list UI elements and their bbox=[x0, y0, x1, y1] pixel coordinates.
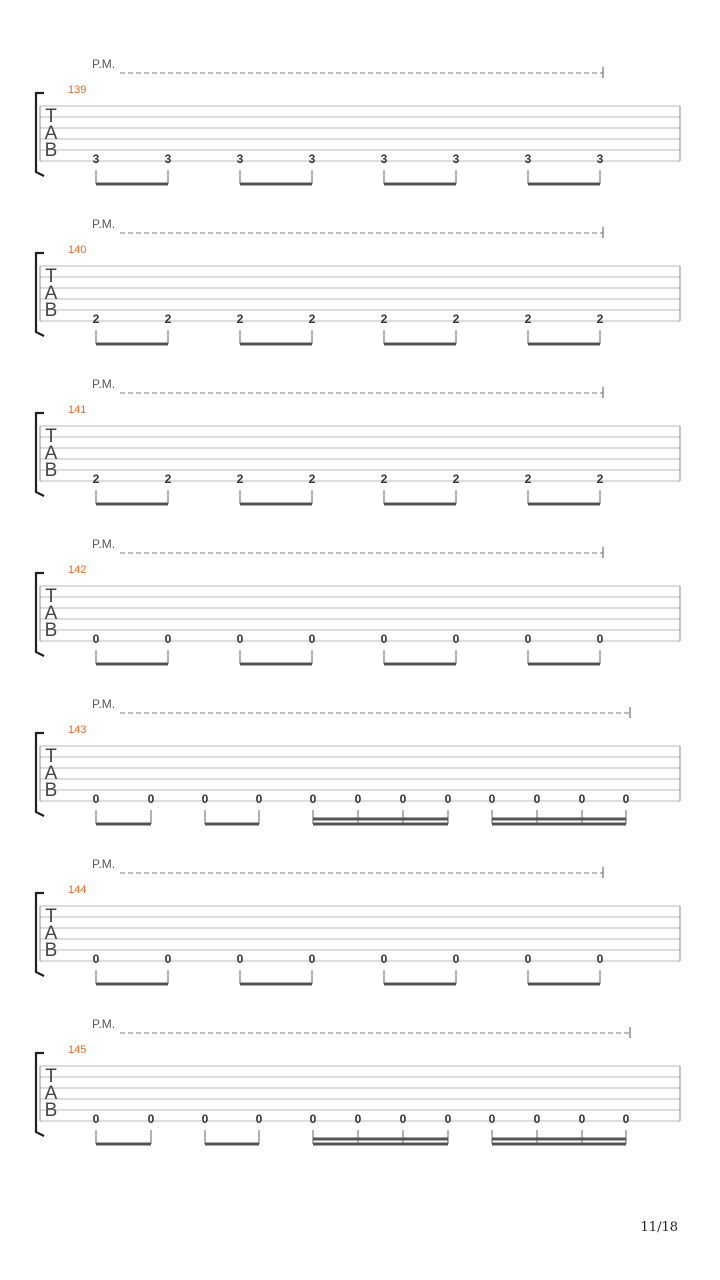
fret-number: 0 bbox=[92, 632, 100, 646]
tab-system-144 bbox=[36, 857, 680, 986]
note-beam bbox=[96, 1143, 151, 1146]
tab-system-139 bbox=[36, 57, 680, 186]
tab-clef-letter: B bbox=[44, 620, 58, 641]
note-beam bbox=[313, 1138, 448, 1141]
tab-clef-letter: B bbox=[44, 940, 58, 961]
fret-number: 0 bbox=[308, 632, 316, 646]
note-beam bbox=[240, 503, 312, 506]
note-beam bbox=[96, 663, 168, 666]
fret-number: 2 bbox=[524, 472, 532, 486]
tab-clef-letter: T bbox=[45, 106, 57, 127]
note-beam bbox=[528, 663, 600, 666]
note-beam bbox=[313, 823, 448, 826]
fret-number: 0 bbox=[309, 1112, 317, 1126]
fret-number: 0 bbox=[622, 1112, 630, 1126]
note-beam bbox=[492, 823, 626, 826]
tab-clef-letter: A bbox=[44, 923, 58, 944]
fret-number: 0 bbox=[164, 952, 172, 966]
fret-number: 0 bbox=[452, 632, 460, 646]
fret-number: 0 bbox=[92, 1112, 100, 1126]
fret-number: 0 bbox=[201, 792, 209, 806]
note-beam bbox=[492, 818, 626, 821]
fret-number: 3 bbox=[380, 152, 388, 166]
note-beam bbox=[384, 183, 456, 186]
note-beam bbox=[492, 1138, 626, 1141]
fret-number: 2 bbox=[524, 312, 532, 326]
fret-number: 0 bbox=[255, 1112, 263, 1126]
fret-number: 0 bbox=[236, 632, 244, 646]
tab-clef-letter: T bbox=[45, 1066, 57, 1087]
fret-number: 0 bbox=[444, 1112, 452, 1126]
fret-number: 0 bbox=[622, 792, 630, 806]
fret-number: 2 bbox=[308, 312, 316, 326]
fret-number: 0 bbox=[147, 1112, 155, 1126]
note-beam bbox=[205, 823, 259, 826]
note-beam bbox=[384, 663, 456, 666]
fret-number: 0 bbox=[354, 792, 362, 806]
fret-number: 3 bbox=[164, 152, 172, 166]
fret-number: 3 bbox=[92, 152, 100, 166]
fret-number: 0 bbox=[399, 792, 407, 806]
page-number: 11/18 bbox=[640, 1220, 678, 1235]
note-beam bbox=[96, 983, 168, 986]
tab-clef-letter: A bbox=[44, 123, 58, 144]
fret-number: 2 bbox=[596, 312, 604, 326]
fret-number: 3 bbox=[524, 152, 532, 166]
fret-number: 0 bbox=[596, 632, 604, 646]
fret-number: 0 bbox=[380, 632, 388, 646]
fret-number: 2 bbox=[92, 312, 100, 326]
fret-number: 0 bbox=[380, 952, 388, 966]
fret-number: 0 bbox=[444, 792, 452, 806]
tab-clef-letter: A bbox=[44, 603, 58, 624]
note-beam bbox=[96, 823, 151, 826]
fret-number: 3 bbox=[236, 152, 244, 166]
tab-clef-letter: A bbox=[44, 763, 58, 784]
note-beam bbox=[528, 503, 600, 506]
note-beam bbox=[96, 183, 168, 186]
note-beam bbox=[492, 1143, 626, 1146]
bar-number: 144 bbox=[68, 884, 87, 896]
fret-number: 2 bbox=[452, 472, 460, 486]
fret-number: 0 bbox=[92, 952, 100, 966]
fret-number: 0 bbox=[452, 952, 460, 966]
bar-number: 143 bbox=[68, 724, 87, 736]
note-beam bbox=[240, 183, 312, 186]
fret-number: 2 bbox=[380, 472, 388, 486]
tab-clef-letter: B bbox=[44, 140, 58, 161]
fret-number: 0 bbox=[236, 952, 244, 966]
fret-number: 0 bbox=[309, 792, 317, 806]
fret-number: 2 bbox=[92, 472, 100, 486]
note-beam bbox=[96, 343, 168, 346]
fret-number: 0 bbox=[308, 952, 316, 966]
tab-system-140 bbox=[36, 217, 680, 346]
fret-number: 0 bbox=[533, 1112, 541, 1126]
fret-number: 0 bbox=[92, 792, 100, 806]
fret-number: 0 bbox=[533, 792, 541, 806]
note-beam bbox=[96, 503, 168, 506]
bar-number: 140 bbox=[68, 244, 87, 256]
fret-number: 0 bbox=[164, 632, 172, 646]
fret-number: 0 bbox=[524, 952, 532, 966]
fret-number: 2 bbox=[452, 312, 460, 326]
tab-system-143 bbox=[36, 697, 680, 826]
tab-clef-letter: A bbox=[44, 1083, 58, 1104]
tab-clef-letter: T bbox=[45, 746, 57, 767]
tab-clef-letter: A bbox=[44, 443, 58, 464]
fret-number: 2 bbox=[380, 312, 388, 326]
fret-number: 0 bbox=[488, 792, 496, 806]
fret-number: 3 bbox=[452, 152, 460, 166]
note-beam bbox=[313, 1143, 448, 1146]
fret-number: 0 bbox=[596, 952, 604, 966]
tab-system-145 bbox=[36, 1017, 680, 1146]
note-beam bbox=[240, 663, 312, 666]
note-beam bbox=[384, 343, 456, 346]
fret-number: 2 bbox=[236, 312, 244, 326]
fret-number: 2 bbox=[236, 472, 244, 486]
tab-clef-letter: B bbox=[44, 460, 58, 481]
tab-clef-letter: B bbox=[44, 780, 58, 801]
fret-number: 0 bbox=[524, 632, 532, 646]
note-beam bbox=[240, 343, 312, 346]
palm-mute-label: P.M. bbox=[92, 1017, 116, 1031]
fret-number: 3 bbox=[308, 152, 316, 166]
tab-clef-letter: A bbox=[44, 283, 58, 304]
fret-number: 2 bbox=[308, 472, 316, 486]
fret-number: 0 bbox=[201, 1112, 209, 1126]
palm-mute-label: P.M. bbox=[92, 217, 116, 231]
fret-number: 0 bbox=[147, 792, 155, 806]
note-beam bbox=[384, 983, 456, 986]
note-beam bbox=[205, 1143, 259, 1146]
bar-number: 139 bbox=[68, 84, 87, 96]
tab-clef-letter: T bbox=[45, 426, 57, 447]
fret-number: 3 bbox=[596, 152, 604, 166]
palm-mute-label: P.M. bbox=[92, 537, 116, 551]
fret-number: 2 bbox=[596, 472, 604, 486]
fret-number: 2 bbox=[164, 472, 172, 486]
fret-number: 0 bbox=[488, 1112, 496, 1126]
bar-number: 142 bbox=[68, 564, 87, 576]
palm-mute-label: P.M. bbox=[92, 697, 116, 711]
tab-system-141 bbox=[36, 377, 680, 506]
palm-mute-label: P.M. bbox=[92, 57, 116, 71]
note-beam bbox=[384, 503, 456, 506]
note-beam bbox=[528, 983, 600, 986]
fret-number: 0 bbox=[578, 1112, 586, 1126]
palm-mute-label: P.M. bbox=[92, 857, 116, 871]
palm-mute-label: P.M. bbox=[92, 377, 116, 391]
note-beam bbox=[528, 343, 600, 346]
tab-clef-letter: T bbox=[45, 906, 57, 927]
fret-number: 0 bbox=[578, 792, 586, 806]
fret-number: 0 bbox=[255, 792, 263, 806]
tab-clef-letter: B bbox=[44, 1100, 58, 1121]
tab-clef-letter: T bbox=[45, 586, 57, 607]
tab-system-142 bbox=[36, 537, 680, 666]
note-beam bbox=[528, 183, 600, 186]
bar-number: 141 bbox=[68, 404, 87, 416]
note-beam bbox=[313, 818, 448, 821]
tab-clef-letter: T bbox=[45, 266, 57, 287]
tab-clef-letter: B bbox=[44, 300, 58, 321]
fret-number: 0 bbox=[399, 1112, 407, 1126]
fret-number: 0 bbox=[354, 1112, 362, 1126]
bar-number: 145 bbox=[68, 1044, 87, 1056]
fret-number: 2 bbox=[164, 312, 172, 326]
note-beam bbox=[240, 983, 312, 986]
